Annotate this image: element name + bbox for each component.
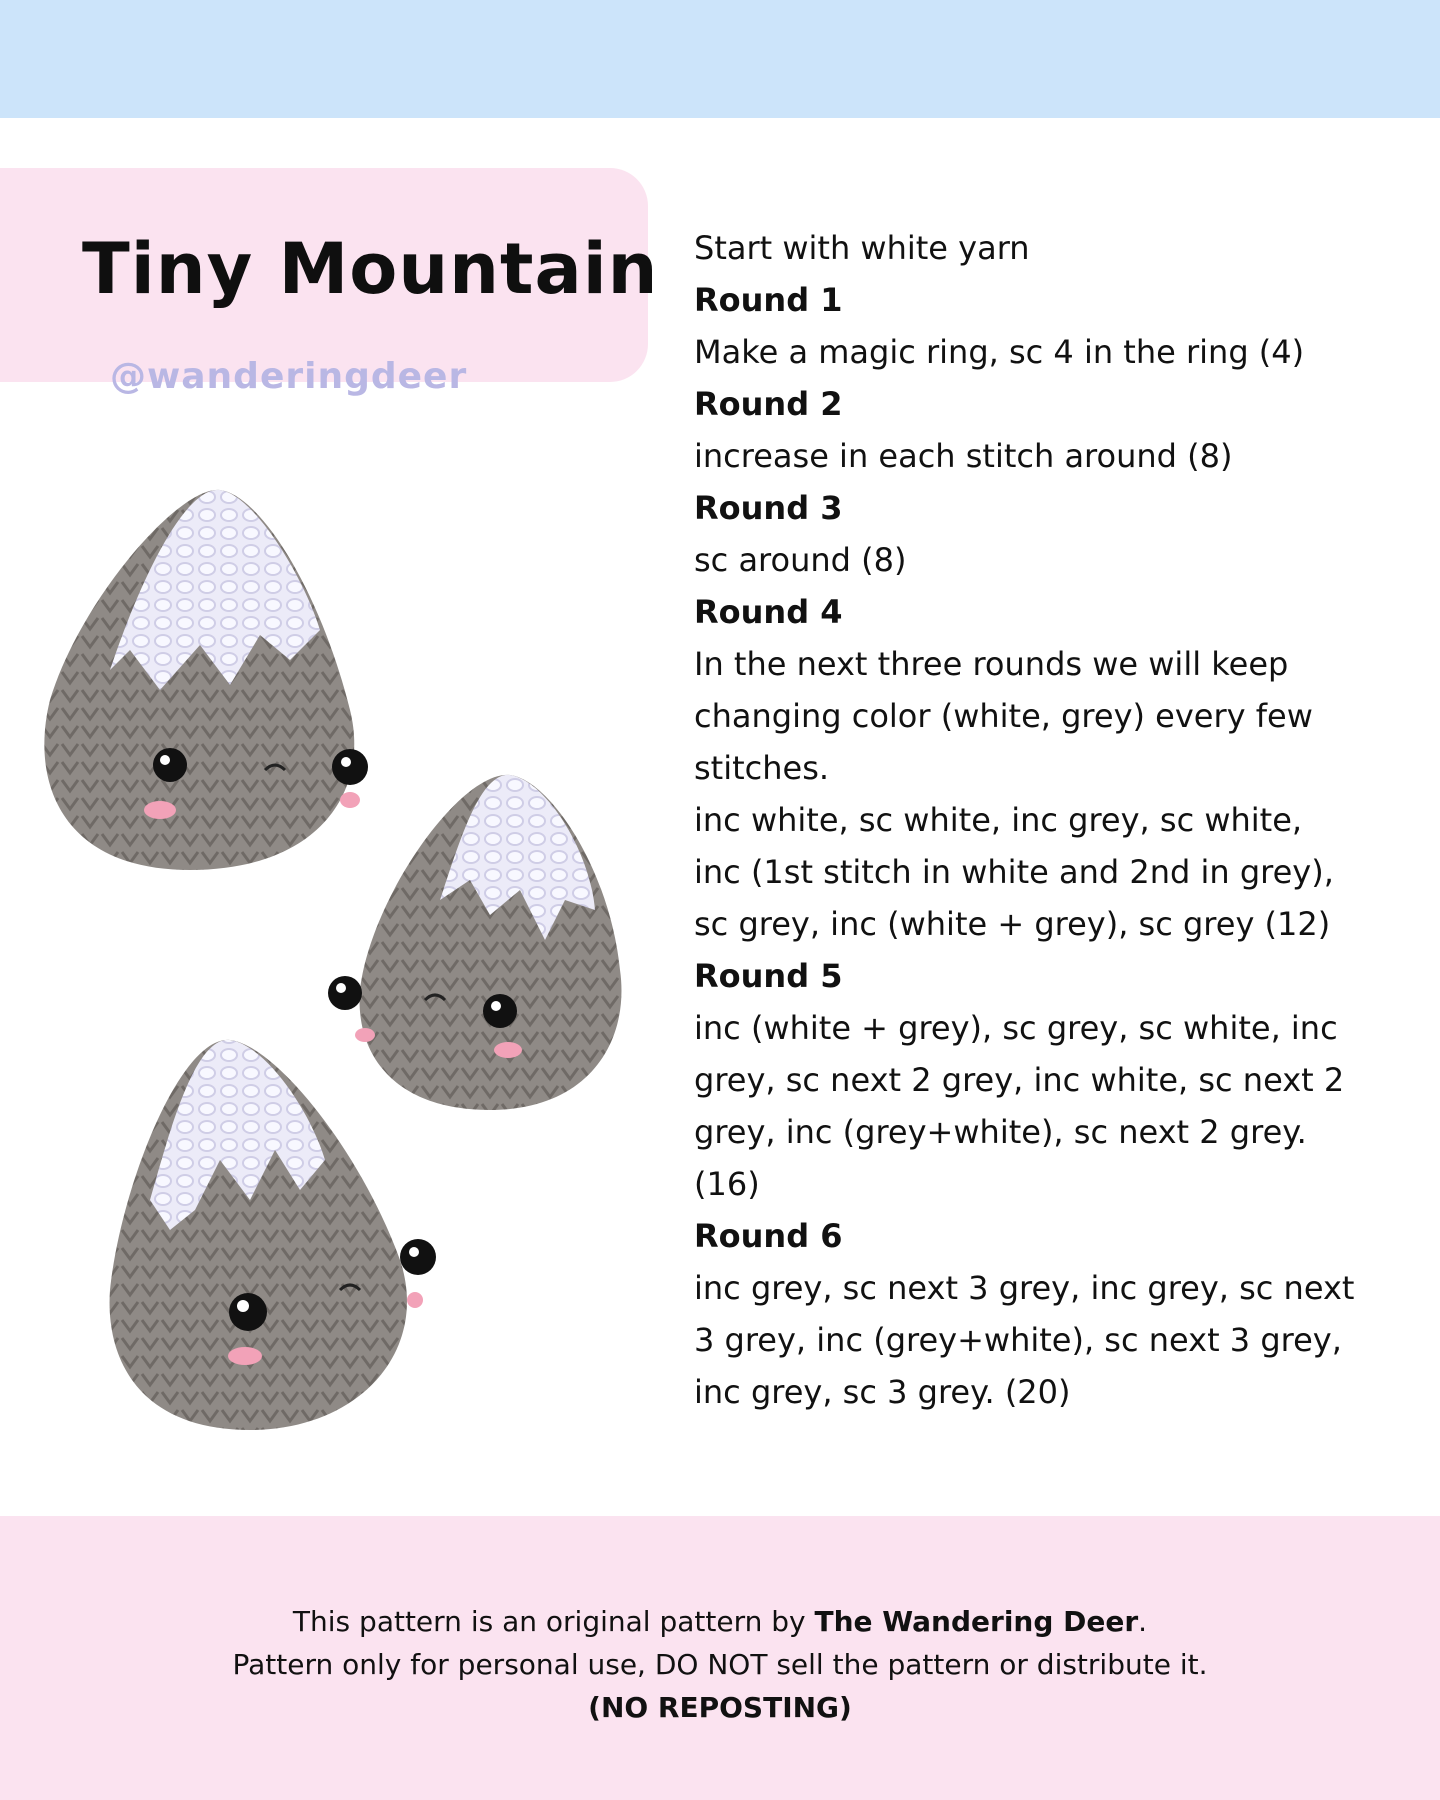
round-2-title: Round 2 [694, 385, 843, 423]
round-6-line: inc grey, sc next 3 grey, inc grey, sc next [694, 1269, 1355, 1307]
round-5-line: grey, sc next 2 grey, inc white, sc next 2 [694, 1061, 1345, 1099]
mountain-amigurumi-1 [44, 490, 368, 870]
round-5-line: inc (white + grey), sc grey, sc white, inc [694, 1009, 1338, 1047]
round-4-line: inc (1st stitch in white and 2nd in grey), [694, 853, 1334, 891]
round-5-line: (16) [694, 1165, 760, 1203]
no-reposting-notice: (NO REPOSTING) [588, 1691, 852, 1724]
mountain-amigurumi-3 [110, 1040, 436, 1430]
round-4-line: sc grey, inc (white + grey), sc grey (12) [694, 905, 1331, 943]
footer-line-1 [0, 1600, 1440, 1643]
round-6-line: inc grey, sc 3 grey. (20) [694, 1373, 1071, 1411]
footer-line-1-prefix: This pattern is an original pattern by [292, 1605, 815, 1638]
round-3-title: Round 3 [694, 489, 843, 527]
copyright-footer [0, 1600, 1440, 1729]
round-4-line: stitches. [694, 749, 830, 787]
top-color-band [0, 0, 1440, 118]
round-6-title: Round 6 [694, 1217, 843, 1255]
mountain-amigurumi-2 [328, 775, 621, 1110]
round-5-line: grey, inc (grey+white), sc next 2 grey. [694, 1113, 1307, 1151]
round-4-line: inc white, sc white, inc grey, sc white, [694, 801, 1303, 839]
round-4-title: Round 4 [694, 593, 843, 631]
crochet-mountains-illustration [20, 470, 660, 1450]
footer-line-2: Pattern only for personal use, DO NOT sell the pattern or distribute it. [232, 1648, 1208, 1681]
round-1-line: Make a magic ring, sc 4 in the ring (4) [694, 333, 1305, 371]
round-6-line: 3 grey, inc (grey+white), sc next 3 grey, [694, 1321, 1342, 1359]
pattern-instructions [694, 222, 1384, 1418]
round-4-line: In the next three rounds we will keep [694, 645, 1289, 683]
round-2-line: increase in each stitch around (8) [694, 437, 1233, 475]
page-title: Tiny Mountain [82, 228, 659, 310]
footer-line-3 [0, 1686, 1440, 1729]
round-4-line: changing color (white, grey) every few [694, 697, 1313, 735]
footer-line-1-suffix: . [1138, 1605, 1148, 1638]
brand-name: The Wandering Deer [814, 1605, 1139, 1638]
round-5-title: Round 5 [694, 957, 843, 995]
round-3-line: sc around (8) [694, 541, 907, 579]
intro-text: Start with white yarn [694, 229, 1030, 267]
round-1-title: Round 1 [694, 281, 843, 319]
author-handle: @wanderingdeer [110, 356, 468, 397]
